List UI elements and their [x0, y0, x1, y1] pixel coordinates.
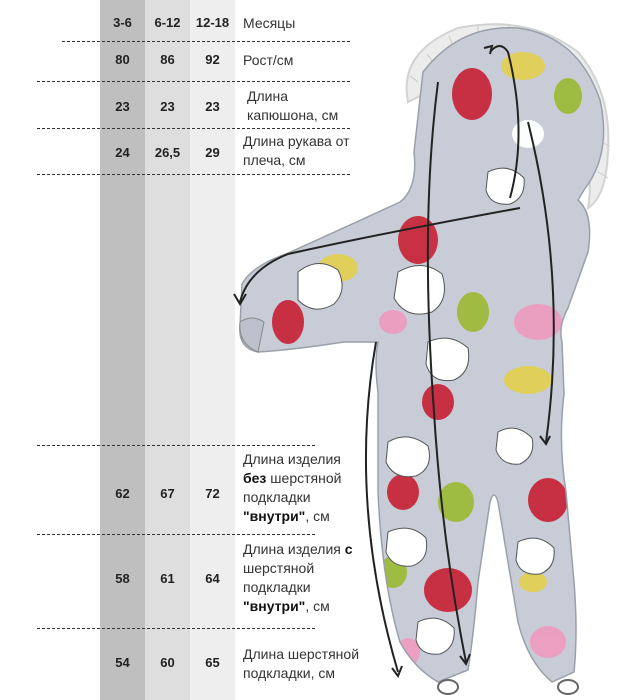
row-length-with-value-2: 61: [160, 571, 175, 586]
row-sleeve-value-1: 24: [115, 145, 130, 160]
row-length-with-value-3: 64: [205, 571, 220, 586]
row-liner-value-3: 65: [205, 655, 220, 670]
row-sleeve-value-3: 29: [205, 145, 220, 160]
row-sleeve-label: Длина рукава от плеча, см: [243, 133, 350, 168]
row-hood-value-1: 23: [115, 99, 130, 114]
row-height-value-3: 92: [205, 52, 220, 67]
header-size-12-18: 12-18: [195, 15, 230, 30]
header-size-6-12: 6-12: [154, 15, 181, 30]
row-liner-value-2: 60: [160, 655, 175, 670]
header-label-months: Месяцы: [243, 15, 296, 31]
row-sleeve-value-2: 26,5: [154, 145, 181, 160]
row-hood-value-3: 23: [205, 99, 220, 114]
row-hood-value-2: 23: [160, 99, 175, 114]
snowsuit-illustration: [228, 22, 624, 700]
header-size-3-6: 3-6: [113, 15, 132, 30]
foot-strap-left: [438, 680, 458, 694]
row-length-with-label: Длина изделия с шерстяной подкладки "внутри", см: [243, 541, 353, 614]
foot-strap-right: [558, 680, 578, 694]
row-liner-value-1: 54: [115, 655, 130, 670]
row-length-without-label: Длина изделия без шерстяной подкладки "внутри", см: [243, 451, 342, 524]
row-length-with-value-1: 58: [115, 571, 130, 586]
row-height-value-2: 86: [160, 52, 175, 67]
row-hood-label: Длина капюшона, см: [247, 88, 339, 123]
row-height-label: Рост/см: [243, 52, 294, 68]
row-length-without-value-3: 72: [205, 486, 220, 501]
row-liner-label: Длина шерстяной подкладки, см: [243, 646, 360, 681]
row-length-without-value-1: 62: [115, 486, 130, 501]
row-length-without-value-2: 67: [160, 486, 175, 501]
row-height-value-1: 80: [115, 52, 130, 67]
